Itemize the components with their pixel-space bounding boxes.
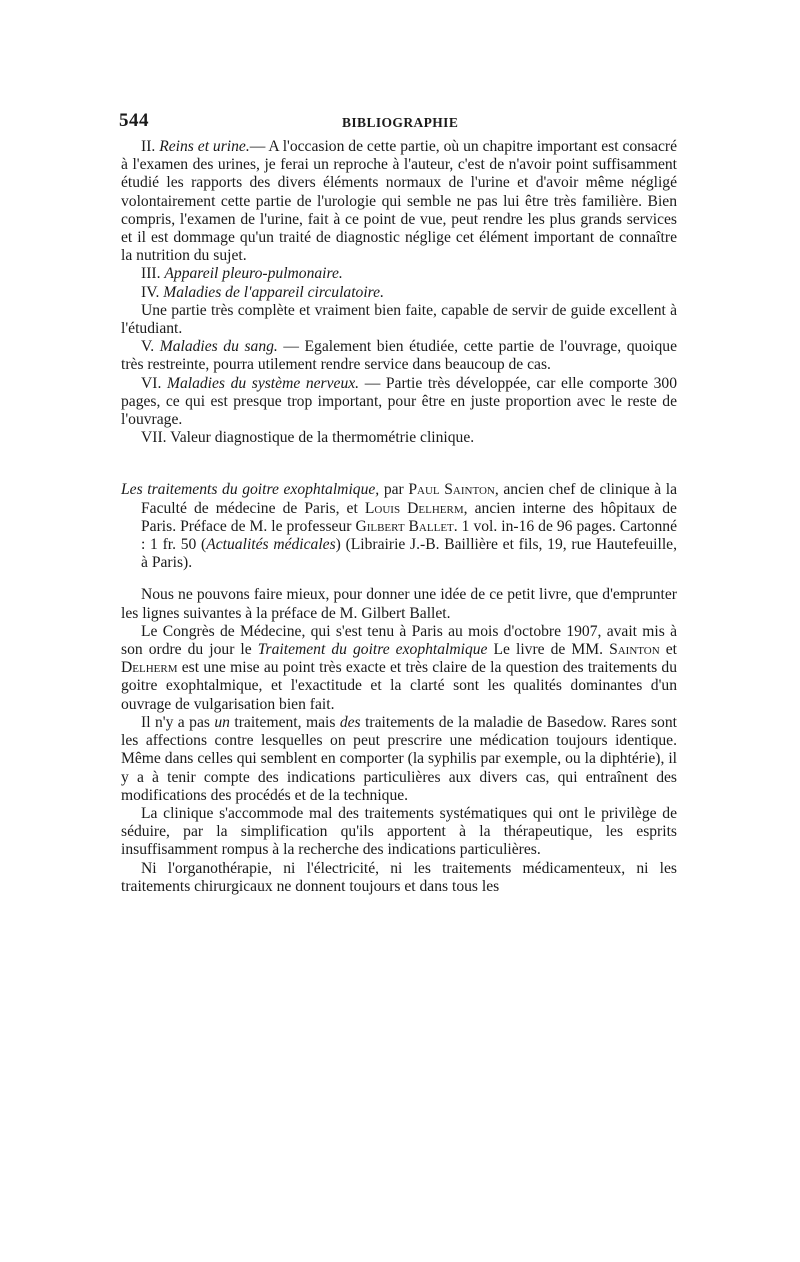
author-name: Delherm <box>121 659 178 677</box>
author-sainton: Paul Sainton, <box>408 481 499 499</box>
text-run: Il n'y a pas <box>141 713 210 731</box>
author-desc: ancien chef de clinique à la Faculté de médecine de Paris, et <box>141 481 678 517</box>
review-sections <box>121 138 677 447</box>
section-sang <box>121 338 677 374</box>
text-run: et <box>665 641 678 659</box>
text-run: traitements de la maladie de Basedow. Rares sont les affections contre lesquelles on peut prescrire une médication toujours identique. Même dans celles qui semblent en comporter (la syphilis par exemple, ou la diphtérie), il y a à tenir compte des indications particulières aux divers cas, qui entraînent des modifications des procédés et de la technique. <box>121 713 677 804</box>
section-numeral: V. <box>141 338 155 356</box>
section-numeral: IV. <box>141 283 160 301</box>
book-series: Actualités médicales <box>206 536 336 554</box>
review-body <box>121 586 677 895</box>
italic-run: un <box>214 713 230 731</box>
section-numeral: VI. <box>141 374 162 392</box>
text-run: est une mise au point très exacte et très claire de la question des traitements du goitre exophtalmique, et l'exactitude et la clarté sont les qualités dominantes d'un ouvrage de vulgarisation bien fait. <box>121 659 677 713</box>
section-pleuro <box>121 265 677 283</box>
book-title: Les traitements du goitre exophtalmique, <box>121 481 380 499</box>
preface-author: Gilbert Ballet. <box>355 517 458 535</box>
section-title: Appareil pleuro-pulmonaire. <box>164 265 343 283</box>
text-run: Le Congrès de Médecine, qui s'est tenu à Paris au mois d'octobre 1907, avait mis à son ordre du jour le <box>121 622 677 659</box>
section-numeral: III. <box>141 265 161 283</box>
italic-run: des <box>339 713 361 731</box>
section-text: — Egalement bien étudiée, cette partie de l'ouvrage, quoique très restreinte, pourra utilement rendre service dans beaucoup de cas. <box>121 338 677 374</box>
author-desc: ancien interne des hôpitaux de Paris. Préface de M. le professeur <box>141 499 677 535</box>
section-circulatoire-comment: Une partie très complète et vraiment bien faite, capable de servir de guide excellent à l'étudiant. <box>121 301 677 338</box>
section-nerveux <box>121 375 677 430</box>
paragraph <box>121 623 677 714</box>
book-page <box>121 110 677 896</box>
author-delherm: Louis Delherm, <box>364 499 468 517</box>
book-publisher: ) (Librairie J.-B. Baillière et fils, 19, rue Hautefeuille, à Paris). <box>141 536 677 572</box>
text-run: Le livre de MM. <box>493 641 604 659</box>
paragraph: La clinique s'accommode mal des traitements systématiques qui ont le privilège de séduire, par la simplification qu'ils apportent à la thérapeutique, les esprits insuffisamment rompus à la recherche des indications particulières. <box>121 804 677 859</box>
section-title: Reins et urine. <box>159 138 250 155</box>
paragraph: Ni l'organothérapie, ni l'électricité, ni les traitements médicamenteux, ni les traitements chirurgicaux ne donnent toujours et dans tous les <box>121 859 677 895</box>
book-by: par <box>383 481 404 499</box>
section-circulatoire <box>121 284 677 302</box>
page-number: 544 <box>119 110 149 131</box>
italic-run: Traitement du goitre exophtalmique <box>257 641 488 659</box>
author-name: Sainton <box>609 641 660 659</box>
page-header <box>121 110 677 138</box>
section-title: Maladies du sang. <box>159 338 278 356</box>
running-head: BIBLIOGRAPHIE <box>342 115 459 130</box>
section-text: Valeur diagnostique de la thermométrie clinique. <box>170 429 475 447</box>
section-numeral: II. <box>141 138 156 155</box>
paragraph: Nous ne pouvons faire mieux, pour donner une idée de ce petit livre, que d'emprunter les lignes suivantes à la préface de M. Gilbert Ballet. <box>121 586 677 622</box>
section-reins <box>121 138 677 265</box>
book-details: 1 vol. in-16 de 96 pages. Cartonné : 1 fr. 50 ( <box>141 517 677 554</box>
text-run: traitement, mais <box>234 713 336 731</box>
section-thermometrie <box>121 429 677 447</box>
section-title: Maladies du système nerveux. <box>166 374 360 392</box>
paragraph <box>121 714 677 805</box>
book-entry <box>121 481 677 572</box>
section-text: — Partie très développée, car elle comporte 300 pages, ce qui est presque trop important, pour être en juste proportion avec le reste de l'ouvrage. <box>121 374 677 429</box>
section-title: Maladies de l'appareil circulatoire. <box>163 283 384 301</box>
section-text: — A l'occasion de cette partie, où un chapitre important est consacré à l'examen des urines, je ferai un reproche à l'auteur, c'est de n'avoir point suffisamment étudié les rapports des divers éléments normaux de l'urine et d'avoir même négligé volontairement cette partie de l'urologie qui semble ne pas lui être très familière. Bien compris, l'examen de l'urine, fait à ce point de vue, peut rendre les plus grands services et il est dommage qu'un traité de diagnostic néglige cet élément important de connaître la nutrition du sujet. <box>121 138 678 265</box>
section-numeral: VII. <box>141 429 167 447</box>
